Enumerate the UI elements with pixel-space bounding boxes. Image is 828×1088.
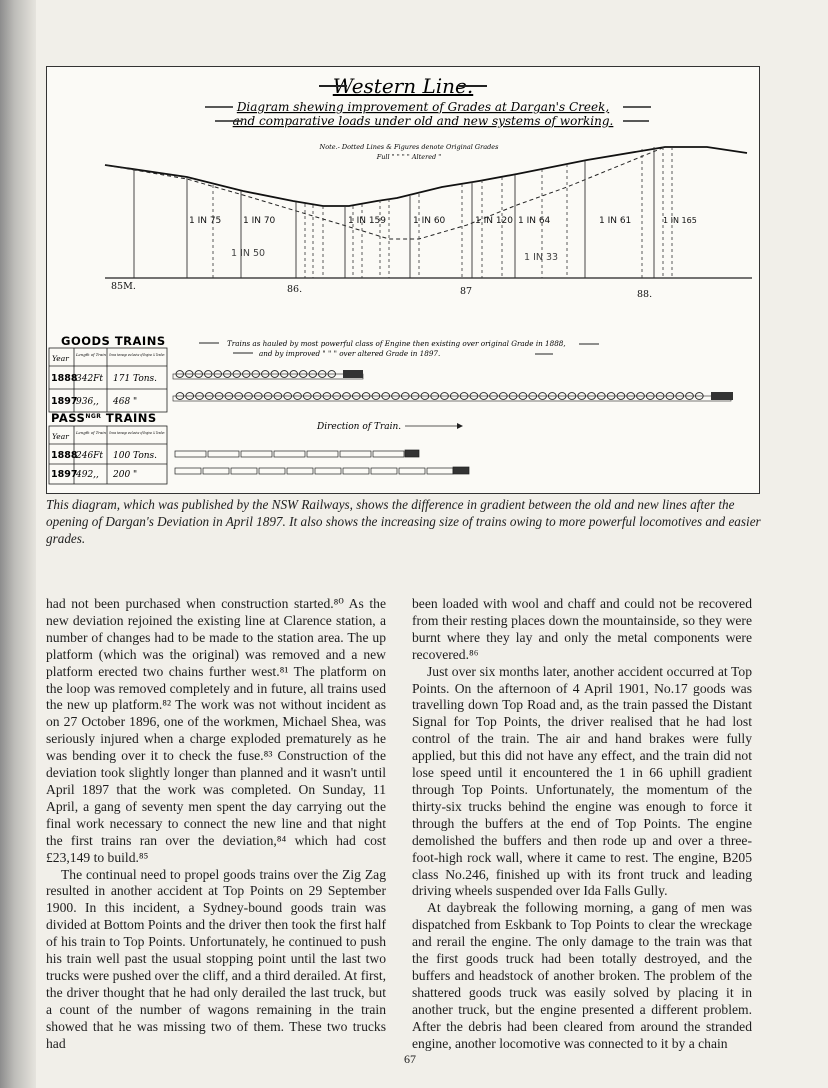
goods-col-length: Length of Train — [75, 352, 107, 357]
goods-train-1888 — [173, 370, 363, 379]
book-spine-shadow — [0, 0, 36, 1088]
left-text-column — [46, 596, 386, 1052]
goods-length-1897: 936,, — [76, 397, 99, 407]
passenger-length-1897: 492,, — [76, 470, 99, 480]
goods-year-1888: 1888 — [51, 373, 78, 384]
grade-label: 1 IN 75 — [189, 216, 222, 226]
goods-year-1897: 1897 — [51, 396, 78, 407]
milepost-label: 85M. — [111, 281, 136, 292]
passenger-year-1888: 1888 — [51, 450, 78, 461]
paragraph: At daybreak the following morning, a gang of men was dispatched from Eskbank to Top Points to clear the wreckage and rerail the engine. The only damage to the train was that the first goods truck had been totally destroyed, and the buffers and headstock of another broken. The problem of the shattered goods truck was easily solved by placing it in another truck, but the engine presented a different problem. After the debris had been cleared from around the stranded engine, another locomotive was connected to it by a chain — [412, 900, 752, 1051]
passenger-carriage — [307, 451, 338, 457]
passenger-carriage — [427, 468, 453, 474]
passenger-trains-heading: $PASS^{NGR}$ TRAINS — [51, 411, 157, 425]
passenger-carriage — [287, 468, 313, 474]
passenger-carriage — [203, 468, 229, 474]
grade-label: 1 IN 61 — [599, 216, 632, 226]
diagram-subtitle-2: and comparative loads under old and new systems of working. — [232, 114, 614, 128]
diagram-note-2: Full " " " " Altered " — [376, 153, 442, 161]
passenger-carriage — [274, 451, 305, 457]
passenger-col-length: Length of Train — [75, 430, 107, 435]
passenger-carriage — [208, 451, 239, 457]
passenger-carriage — [371, 468, 397, 474]
page-number: 67 — [404, 1052, 416, 1066]
diagram-title: Western Line. — [332, 74, 474, 98]
goods-col-tonnage: Gross tonnage exclusive of Engine & Tender. — [109, 352, 166, 357]
passenger-year-1897: 1897 — [51, 469, 78, 480]
grade-label: 1 IN 64 — [518, 216, 551, 226]
paragraph: The continual need to propel goods trains over the Zig Zag resulted in another accident at Top Points on 29 September 1900. In this incident, a Sydney-bound goods train was divided at Bottom Points and the driver then took the first half of his train to Top Points. Unfortunately, he continued to push his train well past the usual stopping point until the last two trucks were pushed over the cliff, and a third derailed. At first, the driver thought that he had only derailed the last truck, but a count of the number of wagons remaining in the train showed that he was missing two of them. These two trucks had — [46, 866, 386, 1051]
passenger-carriage — [373, 451, 404, 457]
passenger-carriage — [175, 451, 206, 457]
passenger-carriage — [241, 451, 272, 457]
passenger-length-1888: 246Ft — [76, 451, 104, 461]
diagram-subtitle-1: Diagram shewing improvement of Grades at Dargan's Creek, — [236, 100, 610, 114]
goods-trains-heading: GOODS TRAINS — [61, 334, 166, 348]
paragraph: had not been purchased when construction started.⁸⁰ As the new deviation rejoined the existing line at Clarence station, a number of changes had to be made to the station area. The up platform (which was the original) was removed and a new platform erected two chains further west.⁸¹ The platform on the loop was removed completely and in future, all trains used the new up platform.⁸² The work was not without incident as on 27 October 1896, one of the workmen, Michael Shea, was seriously injured when a charge exploded prematurely as he was bending over it to check the fuse.⁸³ Construction of the deviation took slightly longer than planned and it wasn't until April 1897 that the work was completed. On Sunday, 11 April, a gang of seventy men spent the day carrying out the final work necessary to connect the new line and that night the first trains ran over the deviation,⁸⁴ which had cost £23,149 to build.⁸⁵ — [46, 596, 386, 865]
grade-label: 1 IN 70 — [243, 216, 276, 226]
passenger-carriage — [231, 468, 257, 474]
goods-length-1888: 342Ft — [76, 374, 104, 384]
passenger-carriage — [259, 468, 285, 474]
milepost-label: 87 — [460, 286, 473, 297]
passenger-carriage — [399, 468, 425, 474]
passenger-carriage — [343, 468, 369, 474]
paragraph: been loaded with wool and chaff and could not be recovered from their resting places down the mountainside, so they were burnt where they lay and only the metal components were recovered.⁸⁶ — [412, 596, 752, 662]
milepost-label: 88. — [637, 289, 653, 300]
passenger-train-1897 — [175, 467, 469, 474]
passenger-tonnage-1888: 100 Tons. — [113, 451, 158, 461]
original-grade-label: 1 IN 33 — [524, 252, 559, 263]
right-text-column — [412, 596, 752, 1052]
passenger-col-year: Year — [52, 432, 69, 441]
paragraph: Just over six months later, another accident occurred at Top Points. On the afternoon of 4 April 1901, No.17 goods was travelling down Top Road and, as the train passed the Distant Signal for Top Points, the driver realised that he had lost control of the train. The air and hand brakes were fully applied, but this did not have any effect, and the train did not lose speed until it encountered the 1 in 66 uphill gradient through Top Points. Unfortunately, the momentum of the thirty-six trucks behind the engine was enough to force it through the buffers at the end of Top Points. The engine demolished the buffers and then rode up and over a three-foot-high rock wall, where it came to rest. The engine, B205 class No.246, finished up with its front truck and leading driving wheels suspended over Ida Falls Gully. — [412, 663, 752, 899]
gradient-diagram — [46, 66, 760, 494]
grade-label: 1 IN 159 — [348, 216, 387, 226]
passenger-carriage — [175, 468, 201, 474]
passenger-carriage — [340, 451, 371, 457]
passenger-tonnage-1897: 200 " — [113, 470, 138, 480]
milepost-label: 86. — [287, 284, 303, 295]
grade-label: 1 IN 60 — [413, 216, 446, 226]
direction-of-train-label: Direction of Train. — [317, 422, 402, 432]
passenger-carriage — [315, 468, 341, 474]
grade-label: 1 IN 165 — [663, 216, 697, 225]
goods-tonnage-1897: 468 " — [113, 397, 138, 407]
goods-train-1897 — [173, 392, 733, 401]
grade-label: 1 IN 120 — [475, 216, 514, 226]
goods-tonnage-1888: 171 Tons. — [113, 374, 158, 384]
original-grade-label: 1 IN 50 — [231, 248, 266, 259]
diagram-note-1: Note.- Dotted Lines & Figures denote Original Grades — [319, 143, 499, 151]
train-legend-1: Trains as hauled by most powerful class of Engine then existing over original Grade in 1888, — [227, 339, 566, 348]
passenger-col-tonnage: Gross tonnage exclusive of Engine & Tender. — [109, 430, 166, 435]
passenger-train-1888 — [175, 450, 419, 457]
figure-caption: This diagram, which was published by the NSW Railways, shows the difference in gradient between the old and new lines after the opening of Dargan's Deviation in April 1897. It also shows the increasing size of trains owing to more powerful locomotives and easier grades. — [46, 497, 761, 546]
train-legend-2: and by improved " " " over altered Grade in 1897. — [259, 349, 441, 358]
goods-col-year: Year — [52, 354, 69, 363]
